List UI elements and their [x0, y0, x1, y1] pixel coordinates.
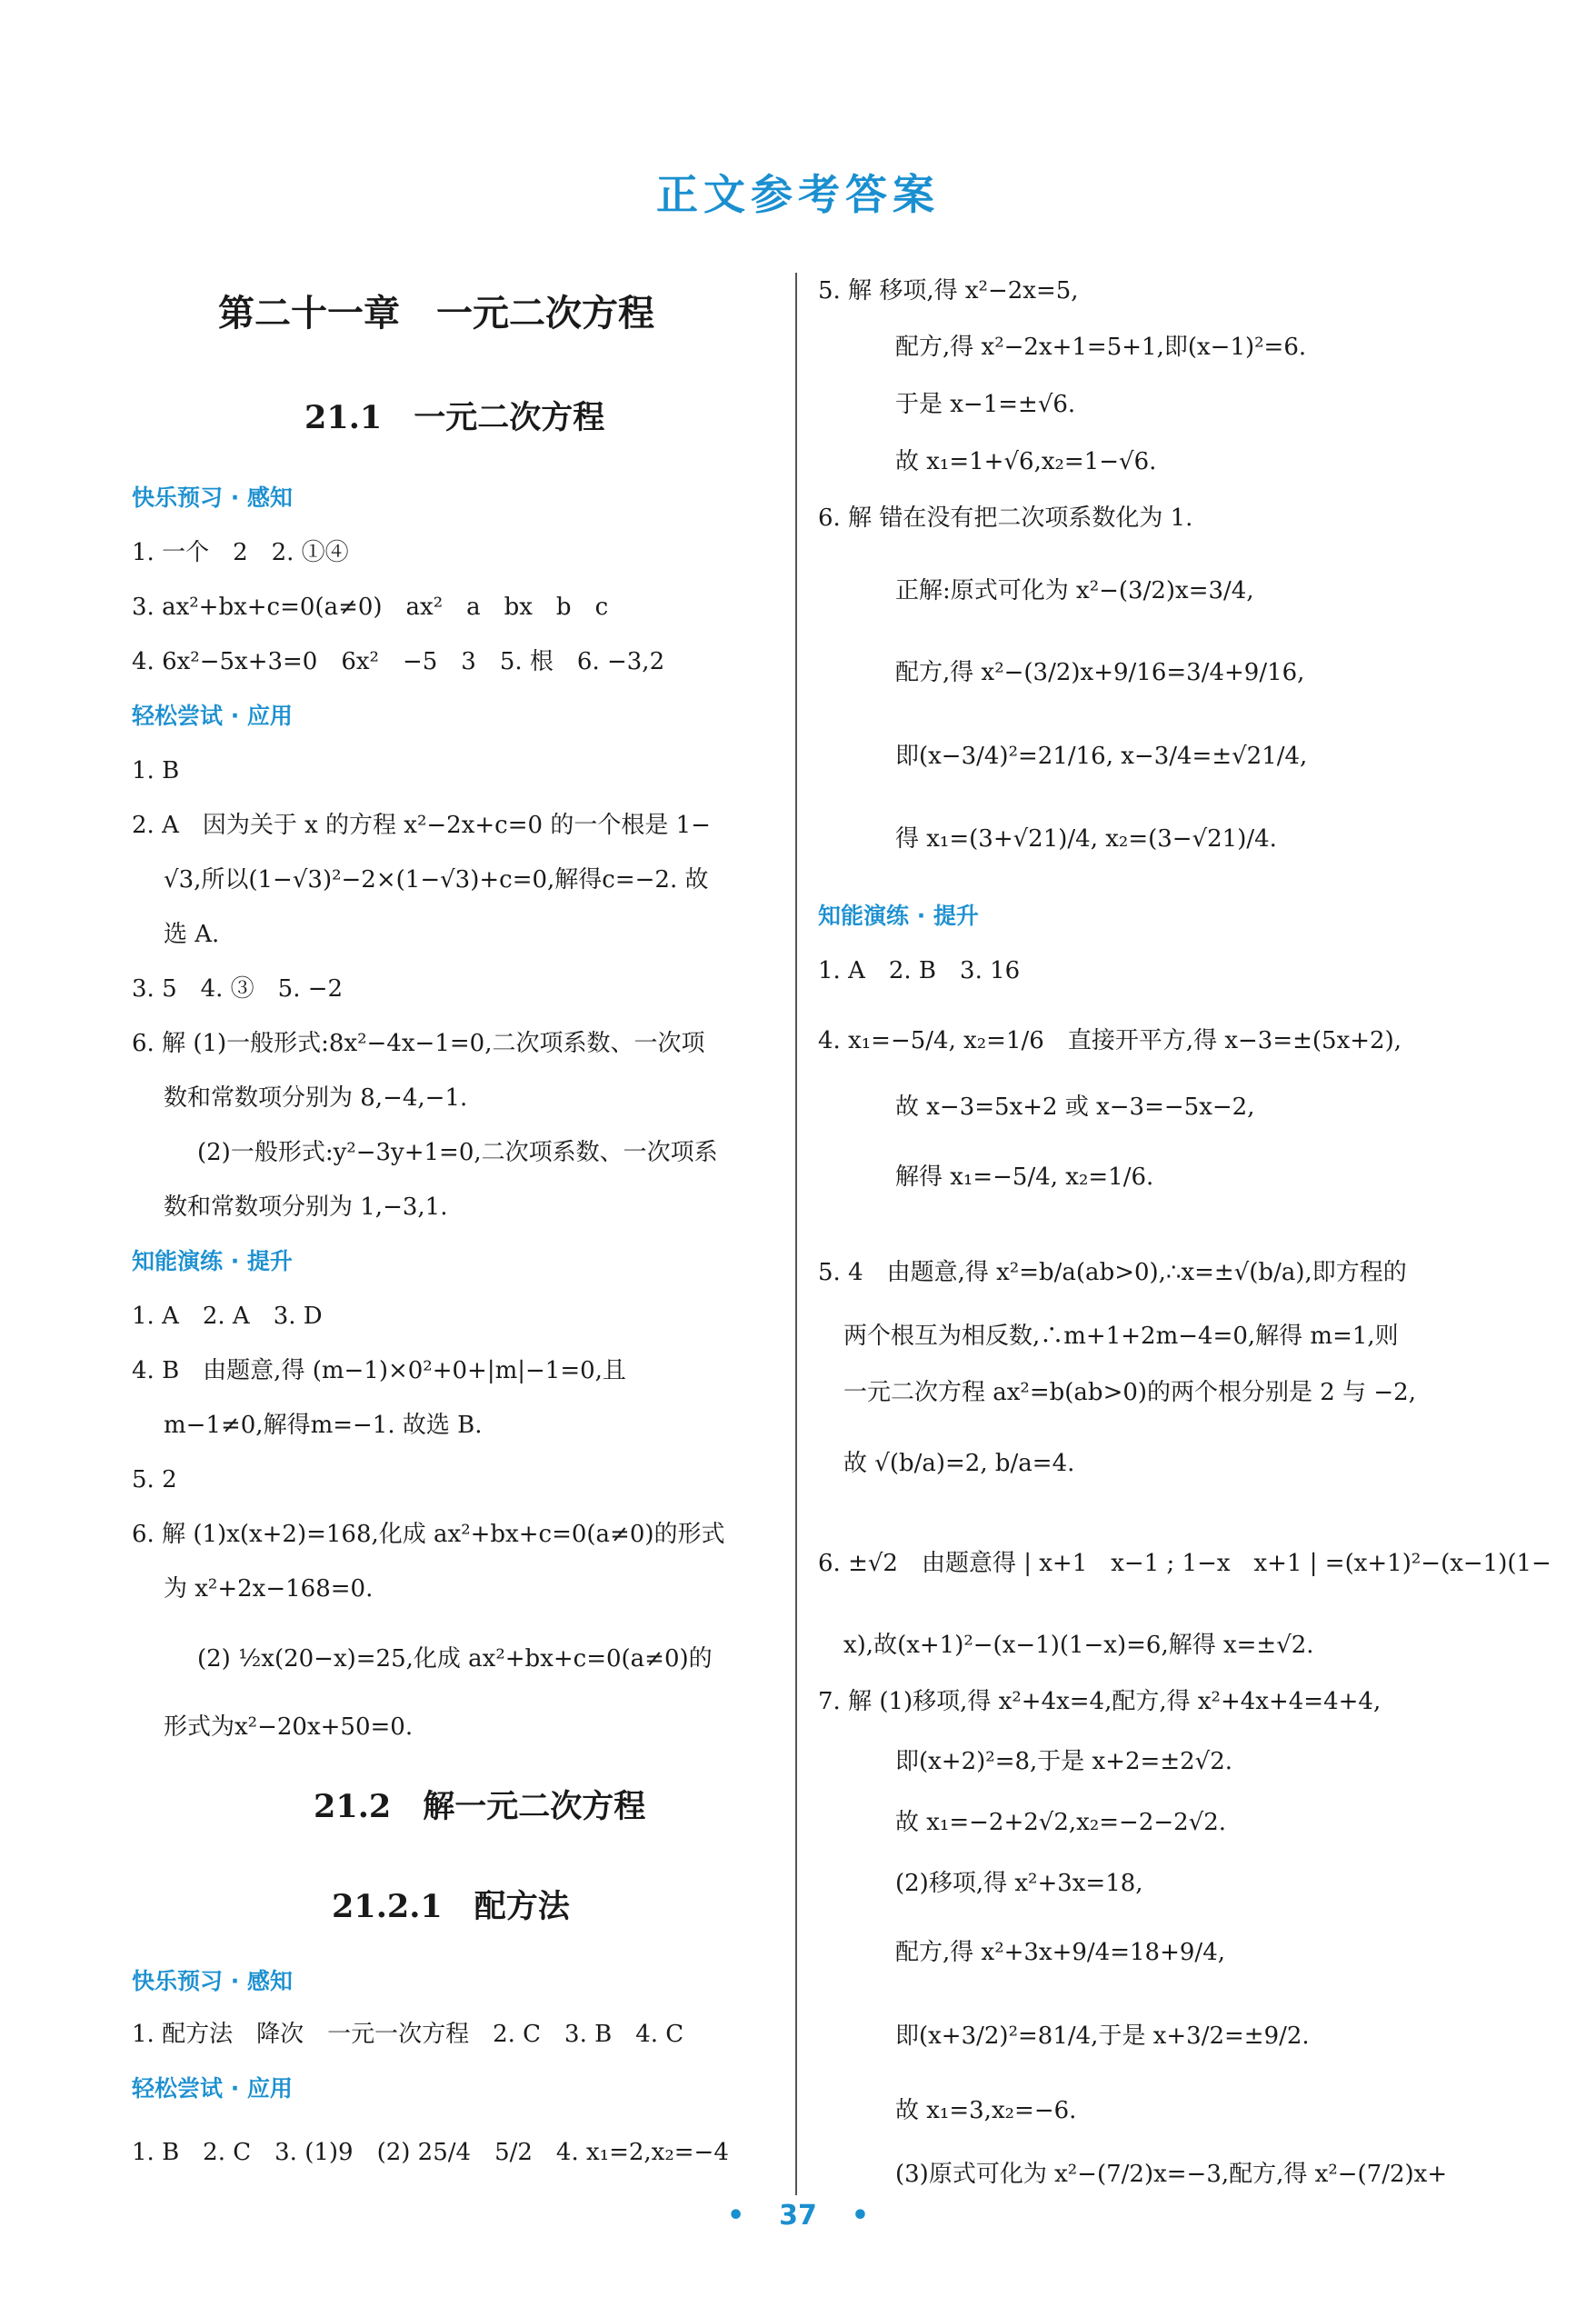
answer-line: 得 x₁=(3+√21)/4, x₂=(3−√21)/4. — [895, 825, 1277, 853]
answer-line: 6. ±√2 由题意得 | x+1 x−1 ; 1−x x+1 | =(x+1)²−(x−1)(1− — [818, 1550, 1551, 1577]
answer-line: x),故(x+1)²−(x−1)(1−x)=6,解得 x=±√2. — [843, 1632, 1314, 1659]
answer-line: 解得 x₁=−5/4, x₂=1/6. — [895, 1163, 1154, 1191]
answer-line: 配方,得 x²−(3/2)x+9/16=3/4+9/16, — [895, 659, 1305, 686]
column-divider — [795, 273, 797, 2195]
answer-line: 1. B — [132, 757, 180, 784]
answer-line: m−1≠0,解得m=−1. 故选 B. — [164, 1412, 483, 1439]
answer-line: 即(x+2)²=8,于是 x+2=±2√2. — [895, 1748, 1233, 1775]
answer-line: 故 x−3=5x+2 或 x−3=−5x−2, — [895, 1094, 1255, 1121]
answer-line: 一元二次方程 ax²=b(ab>0)的两个根分别是 2 与 −2, — [843, 1379, 1416, 1406]
section-title: 21.2 解一元二次方程 — [314, 1788, 646, 1825]
answer-line: 5. 解 移项,得 x²−2x=5, — [818, 277, 1079, 305]
answer-line: 3. 5 4. ③ 5. −2 — [132, 975, 344, 1003]
answer-line: 1. A 2. B 3. 16 — [818, 957, 1021, 984]
section-heading: 知能演练 · 提升 — [132, 1248, 293, 1274]
section-title: 21.1 一元二次方程 — [304, 399, 605, 436]
answer-line: 配方,得 x²−2x+1=5+1,即(x−1)²=6. — [895, 334, 1307, 361]
section-heading: 快乐预习 · 感知 — [132, 484, 293, 511]
answer-line: 1. 一个 2 2. ①④ — [132, 539, 349, 566]
answer-line: 故 √(b/a)=2, b/a=4. — [843, 1450, 1075, 1477]
subsection-title: 21.2.1 配方法 — [332, 1888, 570, 1925]
answer-line: 1. A 2. A 3. D — [132, 1303, 323, 1330]
section-heading: 知能演练 · 提升 — [818, 903, 979, 929]
answer-line: 1. B 2. C 3. (1)9 (2) 25/4 5/2 4. x₁=2,x₂=−4 — [132, 2139, 729, 2166]
answer-line: (2) ½x(20−x)=25,化成 ax²+bx+c=0(a≠0)的 — [197, 1645, 713, 1673]
page-dot: • — [726, 2200, 745, 2232]
answer-line: 4. 6x²−5x+3=0 6x² −5 3 5. 根 6. −3,2 — [132, 648, 665, 675]
answer-line: 两个根互为相反数,∴m+1+2m−4=0,解得 m=1,则 — [843, 1323, 1399, 1350]
answer-line: 6. 解 (1)一般形式:8x²−4x−1=0,二次项系数、一次项 — [132, 1030, 705, 1057]
answer-line: 故 x₁=3,x₂=−6. — [895, 2097, 1077, 2124]
answer-line: 3. ax²+bx+c=0(a≠0) ax² a bx b c — [132, 594, 609, 621]
answer-line: (3)原式可化为 x²−(7/2)x=−3,配方,得 x²−(7/2)x+ — [895, 2161, 1448, 2188]
answer-line: 1. 配方法 降次 一元一次方程 2. C 3. B 4. C — [132, 2021, 684, 2048]
chapter-title: 第二十一章 一元二次方程 — [218, 292, 654, 335]
answer-line: 即(x+3/2)²=81/4,于是 x+3/2=±9/2. — [895, 2022, 1310, 2050]
section-heading: 轻松尝试 · 应用 — [132, 703, 293, 729]
answer-line: 正解:原式可化为 x²−(3/2)x=3/4, — [895, 577, 1254, 604]
answer-line: 6. 解 (1)x(x+2)=168,化成 ax²+bx+c=0(a≠0)的形式 — [132, 1521, 725, 1548]
page-dot: • — [851, 2200, 870, 2232]
page-title: 正文参考答案 — [656, 170, 940, 219]
answer-line: 5. 2 — [132, 1466, 177, 1493]
answer-line: (2)一般形式:y²−3y+1=0,二次项系数、一次项系 — [197, 1139, 718, 1166]
answer-line: 故 x₁=−2+2√2,x₂=−2−2√2. — [895, 1809, 1227, 1836]
answer-line: 即(x−3/4)²=21/16, x−3/4=±√21/4, — [895, 743, 1308, 770]
answer-line: 4. B 由题意,得 (m−1)×0²+0+|m|−1=0,且 — [132, 1357, 626, 1384]
answer-line: 为 x²+2x−168=0. — [164, 1575, 374, 1603]
answer-line: 选 A. — [164, 921, 220, 948]
section-heading: 轻松尝试 · 应用 — [132, 2075, 293, 2102]
answer-line: 配方,得 x²+3x+9/4=18+9/4, — [895, 1939, 1225, 1966]
answer-line: 故 x₁=1+√6,x₂=1−√6. — [895, 448, 1157, 475]
answer-line: 7. 解 (1)移项,得 x²+4x=4,配方,得 x²+4x+4=4+4, — [818, 1688, 1382, 1715]
answer-line: 6. 解 错在没有把二次项系数化为 1. — [818, 504, 1193, 532]
answer-line: 数和常数项分别为 8,−4,−1. — [164, 1084, 468, 1112]
answer-line: 2. A 因为关于 x 的方程 x²−2x+c=0 的一个根是 1− — [132, 812, 711, 839]
section-heading: 快乐预习 · 感知 — [132, 1968, 293, 1994]
answer-line: (2)移项,得 x²+3x=18, — [895, 1870, 1143, 1897]
answer-line: 4. x₁=−5/4, x₂=1/6 直接开平方,得 x−3=±(5x+2), — [818, 1027, 1401, 1054]
answer-line: 5. 4 由题意,得 x²=b/a(ab>0),∴x=±√(b/a),即方程的 — [818, 1259, 1407, 1286]
page-number-value: 37 — [779, 2200, 817, 2232]
answer-line: 数和常数项分别为 1,−3,1. — [164, 1193, 448, 1221]
answer-line: √3,所以(1−√3)²−2×(1−√3)+c=0,解得c=−2. 故 — [164, 866, 709, 894]
answer-line: 于是 x−1=±√6. — [895, 391, 1076, 418]
page-number — [0, 2200, 1596, 2232]
answer-line: 形式为x²−20x+50=0. — [164, 1713, 414, 1741]
